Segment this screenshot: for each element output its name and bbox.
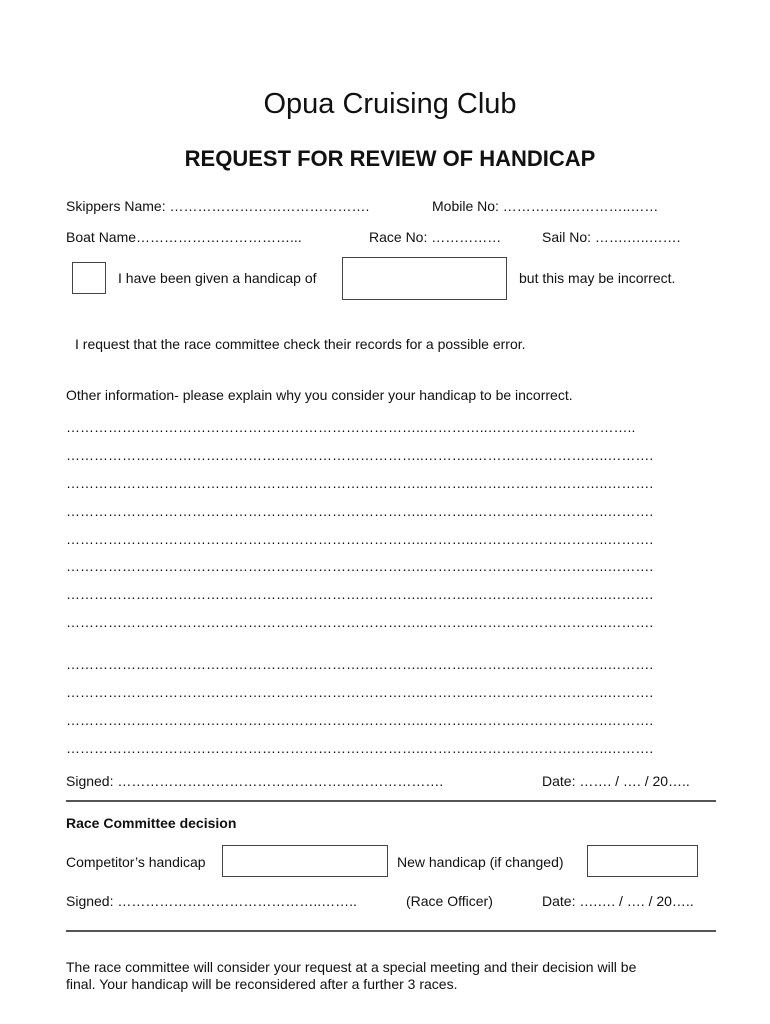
- explanation-line[interactable]: …………………………………………………………………..………..………………………..……….: [66, 586, 654, 602]
- handicap-checkbox[interactable]: [72, 262, 106, 294]
- signed-field[interactable]: Signed: …………………………………………………………….: [66, 773, 444, 789]
- explanation-line[interactable]: …………………………………………………………………..………..………………………..……….: [66, 656, 654, 672]
- sail-no-field[interactable]: Sail No: …….…..…….: [542, 229, 681, 245]
- race-no-field[interactable]: Race No: ……………: [369, 229, 502, 245]
- explanation-line[interactable]: …………………………………………………………………..………..………………………..……….: [66, 712, 654, 728]
- section-divider: [66, 800, 716, 802]
- form-title: Opua Cruising Club: [263, 88, 517, 120]
- new-handicap-label: New handicap (if changed): [397, 854, 564, 870]
- other-info-label: Other information- please explain why you consider your handicap to be incorrect.: [66, 387, 573, 403]
- explanation-line[interactable]: …………………………………………………………………..………..………………………..……….: [66, 475, 654, 491]
- competitors-handicap-label: Competitor’s handicap: [66, 854, 206, 870]
- committee-heading: Race Committee decision: [66, 815, 237, 831]
- handicap-value-box[interactable]: [342, 257, 507, 300]
- explanation-line[interactable]: …………………………………………………………………..………..………………………..……….: [66, 740, 654, 756]
- boat-name-field[interactable]: Boat Name……………………………...: [66, 229, 302, 245]
- new-handicap-box[interactable]: [587, 845, 698, 877]
- officer-signed-field[interactable]: Signed: ……………………………………..……..: [66, 893, 357, 909]
- request-statement: I request that the race committee check their records for a possible error.: [75, 336, 526, 352]
- explanation-line[interactable]: …………………………………………………………………..………..………………………..……….: [66, 447, 654, 463]
- skippers-name-field[interactable]: Skippers Name: …………………………………….: [66, 198, 370, 214]
- officer-date-field[interactable]: Date: ….…. / …. / 20…..: [542, 893, 694, 909]
- mobile-no-field[interactable]: Mobile No: …………..…………..……: [432, 198, 659, 214]
- explanation-line[interactable]: …………………………………………………………………..………..………………………..……….: [66, 684, 654, 700]
- date-field[interactable]: Date: ……. / …. / 20…..: [542, 773, 690, 789]
- may-be-incorrect-label: but this may be incorrect.: [519, 270, 676, 286]
- form-subtitle: REQUEST FOR REVIEW OF HANDICAP: [184, 146, 596, 171]
- footer-line-2: final. Your handicap will be reconsidered after a further 3 races.: [66, 976, 458, 992]
- explanation-line[interactable]: …………………………………………………………………..………..………………………..……….: [66, 531, 654, 547]
- footer-line-1: The race committee will consider your request at a special meeting and their decision will be: [66, 959, 637, 975]
- race-officer-label: (Race Officer): [406, 893, 493, 909]
- explanation-line[interactable]: …………………………………………………………………..………..………………………..……….: [66, 614, 654, 630]
- handicap-given-label: I have been given a handicap of: [118, 270, 317, 286]
- explanation-line[interactable]: …………………………………………………………………..………..………………………..……….: [66, 503, 654, 519]
- explanation-line[interactable]: …………………………………………………………………..…………..…………………………..: [66, 419, 636, 435]
- explanation-line[interactable]: …………………………………………………………………..………..………………………..……….: [66, 558, 654, 574]
- section-divider: [66, 930, 716, 932]
- competitors-handicap-box[interactable]: [222, 845, 388, 877]
